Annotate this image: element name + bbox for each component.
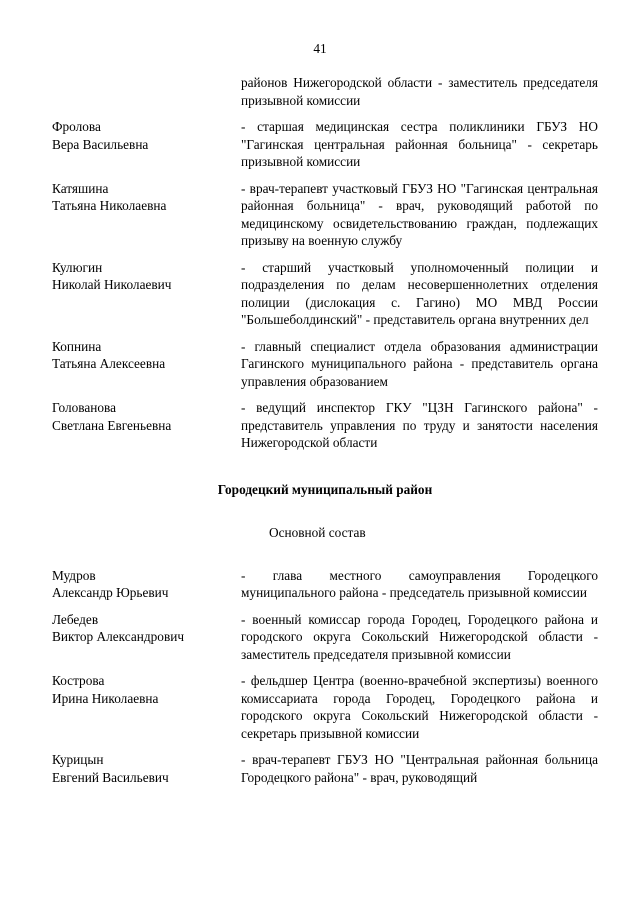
member-role: - военный комиссар города Городец, Городецкого района и городского округа Сокольский Нижегородской области - заместитель председателя призывной комиссии — [241, 611, 598, 662]
member-name — [52, 567, 241, 602]
member-name — [52, 118, 241, 171]
member-first-name: Евгений Васильевич — [52, 769, 169, 785]
member-row — [52, 118, 598, 171]
member-row — [52, 611, 598, 664]
member-last-name: Фролова — [52, 119, 101, 134]
commission-list — [52, 74, 598, 786]
member-last-name: Катяшина — [52, 180, 109, 196]
member-row — [52, 259, 598, 329]
continued-role-entry — [52, 74, 598, 109]
subsection-title: Основной состав — [269, 525, 366, 540]
member-last-name: Кострова — [52, 673, 105, 688]
section-title: Городецкий муниципальный район — [217, 481, 433, 497]
member-row — [52, 338, 598, 391]
member-name — [52, 259, 241, 329]
member-name — [52, 672, 241, 742]
member-row — [52, 180, 598, 250]
member-role: - глава местного самоуправления Городецкого муниципального района - председатель призывной комиссии — [241, 567, 598, 600]
member-role: - врач-терапевт ГБУЗ НО "Центральная районная больница Городецкого района" - врач, руководящий — [241, 752, 598, 785]
member-role: - старшая медицинская сестра поликлиники ГБУЗ НО "Гагинская центральная районная больница" - секретарь призывной комиссии — [241, 119, 598, 169]
member-role: - врач-терапевт участковый ГБУЗ НО "Гагинская центральная районная больница" - врач, руководящий работой по медицинскому освидетельствованию граждан, подлежащих призыву на военную службу — [241, 180, 598, 248]
member-first-name: Татьяна Николаевна — [52, 198, 167, 213]
member-last-name: Лебедев — [52, 611, 99, 627]
member-name — [52, 751, 241, 786]
member-last-name: Кулюгин — [52, 259, 103, 275]
member-name — [52, 180, 241, 250]
member-role: - ведущий инспектор ГКУ "ЦЗН Гагинского района" - представитель управления по труду и занятости населения Нижегородской области — [241, 400, 598, 450]
member-role: районов Нижегородской области - заместитель председателя призывной комиссии — [241, 75, 598, 108]
member-last-name: Копнина — [52, 338, 102, 354]
member-row — [52, 399, 598, 452]
member-name — [52, 338, 241, 391]
member-role: - фельдшер Центра (военно-врачебной экспертизы) военного комиссариата города Городец, Городецкого района и городского округа Сокольский Нижегородской области - секретарь призывной комиссии — [241, 673, 598, 741]
member-first-name: Ирина Николаевна — [52, 690, 159, 706]
member-first-name: Вера Васильевна — [52, 136, 149, 152]
member-role: - старший участковый уполномоченный полиции и подразделения по делам несовершеннолетних отделения полиции (дислокация с. Гагино) МО МВД России "Большеболдинский" - представитель органа внутренних дел — [241, 259, 598, 327]
member-row — [52, 567, 598, 602]
member-name — [52, 399, 241, 452]
member-last-name: Курицын — [52, 752, 104, 767]
section-spacer — [52, 542, 598, 567]
page-number: 41 — [313, 41, 327, 56]
member-first-name: Александр Юрьевич — [52, 585, 169, 600]
member-first-name: Светлана Евгеньевна — [52, 417, 172, 433]
member-row — [52, 672, 598, 742]
member-first-name: Виктор Александрович — [52, 629, 185, 644]
member-last-name: Голованова — [52, 400, 117, 415]
member-last-name: Мудров — [52, 567, 96, 583]
member-first-name: Николай Николаевич — [52, 277, 172, 292]
member-name — [52, 611, 241, 664]
member-role: - главный специалист отдела образования администрации Гагинского муниципального района - представитель органа управления образованием — [241, 338, 598, 389]
member-row — [52, 751, 598, 786]
member-first-name: Татьяна Алексеевна — [52, 356, 166, 371]
